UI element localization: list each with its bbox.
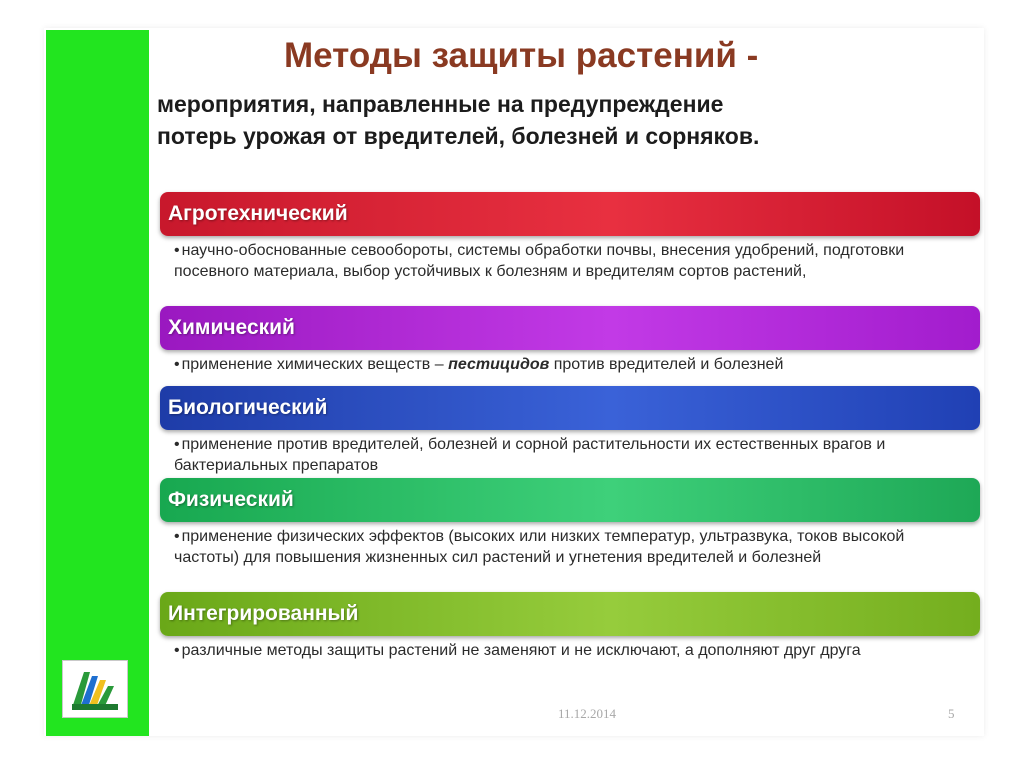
method-title: Агротехнический (168, 202, 348, 225)
method-description-emphasis: пестицидов (448, 356, 550, 373)
method-title: Физический (168, 488, 294, 511)
method-description-text-end: против вредителей и болезней (549, 356, 784, 373)
method-header-bar (160, 478, 980, 522)
method-title: Химический (168, 316, 295, 339)
footer-date: 11.12.2014 (558, 706, 617, 721)
method-header-bar (160, 192, 980, 236)
method-agrotechnical (160, 192, 980, 282)
method-description-text: научно-обоснованные севообороты, системы обработки почвы, внесения удобрений, подготовки посевного материала, выбор устойчивых к болезням и вредителям сортов растений, (174, 242, 905, 280)
method-physical (160, 478, 980, 568)
method-title: Интегрированный (168, 602, 359, 625)
bullet: • (174, 436, 180, 453)
slide-title: Методы защиты растений - (284, 36, 759, 75)
method-header-bar (160, 306, 980, 350)
bullet: • (174, 528, 180, 545)
subtitle-line-1: мероприятия, направленные на предупреждение (157, 91, 724, 117)
method-description-text: применение против вредителей, болезней и сорной растительности их естественных врагов и бактериальных препаратов (174, 436, 886, 474)
method-header-bar (160, 386, 980, 430)
method-description-text: применение физических эффектов (высоких или низких температур, ультразвука, токов высокой частоты) для повышения жизненных сил растений и угнетения вредителей и болезней (174, 528, 905, 566)
method-description-text: применение химических веществ – (181, 356, 449, 373)
university-logo-icon (62, 660, 128, 718)
method-description-text: различные методы защиты растений не заменяют и не исключают, а дополняют друг друга (181, 642, 861, 659)
bullet: • (174, 356, 180, 373)
method-description (174, 434, 964, 476)
bullet: • (174, 642, 180, 659)
method-title: Биологический (168, 396, 328, 419)
method-description (174, 526, 964, 568)
method-header-bar (160, 592, 980, 636)
method-description (174, 354, 964, 375)
slide-subtitle (157, 88, 977, 152)
method-biological (160, 386, 980, 476)
method-chemical (160, 306, 980, 375)
green-side-bar (46, 30, 149, 736)
method-description (174, 640, 964, 661)
subtitle-line-2: потерь урожая от вредителей, болезней и сорняков. (157, 123, 760, 149)
method-integrated (160, 592, 980, 661)
method-description (174, 240, 964, 282)
page-number: 5 (948, 706, 955, 721)
bullet: • (174, 242, 180, 259)
